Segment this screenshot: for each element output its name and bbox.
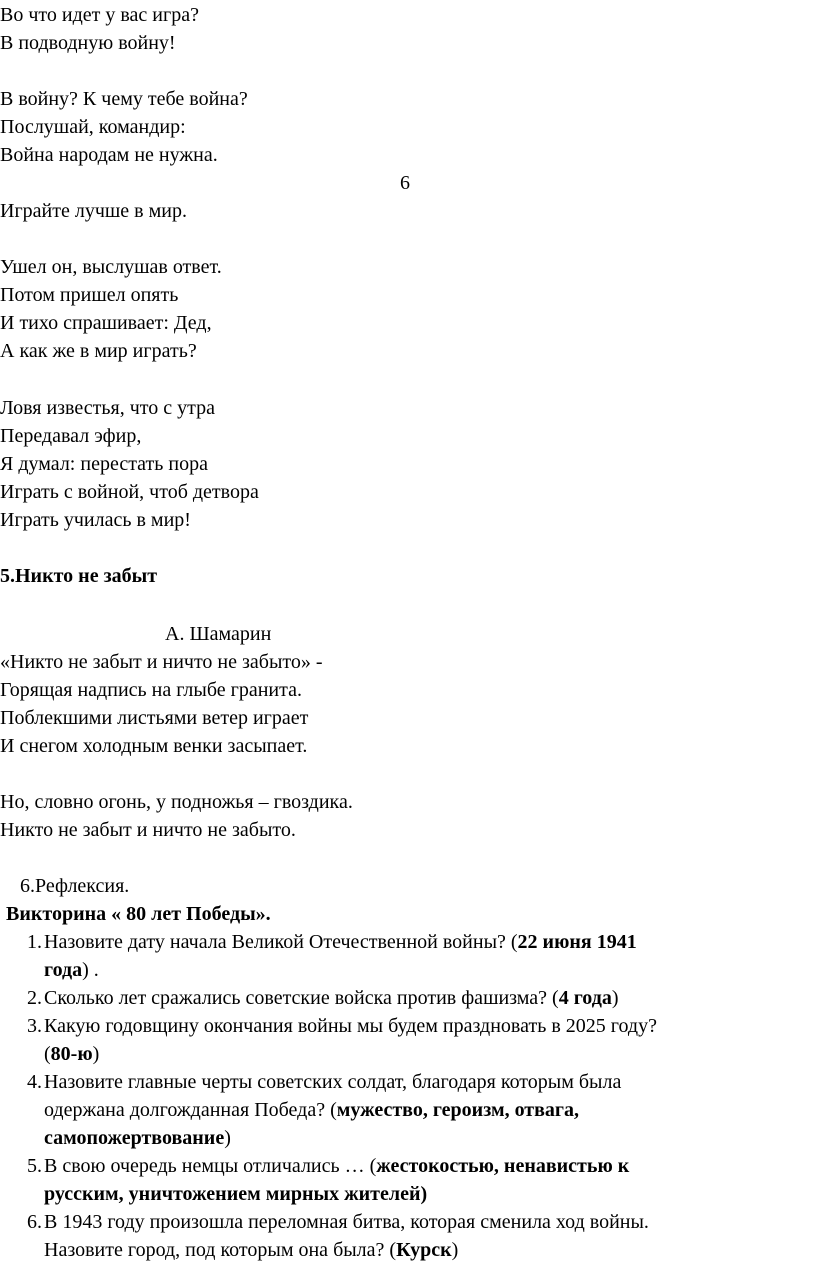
- poem-line: Горящая надпись на глыбе гранита.: [0, 679, 302, 701]
- quiz-title: Викторина « 80 лет Победы».: [6, 903, 271, 925]
- poem-line: В подводную войну!: [0, 32, 176, 54]
- quiz-answer: 22 июня 1941: [517, 931, 637, 953]
- poem-line: Во что идет у вас игра?: [0, 4, 199, 26]
- quiz-question: Какую годовщину окончания войны мы будем праздновать в 2025 году?: [44, 1015, 657, 1037]
- quiz-answer: года: [44, 959, 83, 981]
- list-number: 1.: [27, 931, 42, 953]
- poem-line: «Никто не забыт и ничто не забыто» -: [0, 651, 323, 673]
- quiz-question-cont: (80-ю): [44, 1043, 100, 1065]
- quiz-answer: 80-ю: [50, 1043, 93, 1065]
- poem-line: Играть с войной, чтоб детвора: [0, 481, 259, 503]
- quiz-answer: самопожертвование: [44, 1127, 225, 1149]
- section-heading: 5.Никто не забыт: [0, 565, 158, 587]
- poem-line: В войну? К чему тебе война?: [0, 88, 248, 110]
- quiz-question: Назовите главные черты советских солдат, благодаря которым была: [44, 1071, 622, 1093]
- quiz-question-cont: года) .: [44, 959, 99, 981]
- list-number: 3.: [27, 1015, 42, 1037]
- quiz-question: Сколько лет сражались советские войска против фашизма? (4 года): [44, 987, 619, 1009]
- poem-line: Я думал: перестать пора: [0, 453, 208, 475]
- poem-line: Но, словно огонь, у подножья – гвоздика.: [0, 791, 353, 813]
- section-heading: 6.Рефлексия.: [20, 875, 130, 897]
- poem-line: И снегом холодным венки засыпает.: [0, 735, 308, 757]
- poem-line: Ловя известья, что с утра: [0, 397, 215, 419]
- page-number: 6: [400, 172, 410, 194]
- quiz-answer: русским, уничтожением мирных жителей): [44, 1183, 428, 1205]
- list-number: 6.: [27, 1211, 42, 1233]
- poem-line: Послушай, командир:: [0, 116, 186, 138]
- poem-author: А. Шамарин: [165, 623, 272, 645]
- quiz-question-cont: Назовите город, под которым она была? (Курск): [44, 1239, 459, 1261]
- quiz-answer: Курск: [396, 1239, 452, 1261]
- quiz-question-cont: одержана долгожданная Победа? (мужество, героизм, отвага,: [44, 1099, 580, 1121]
- poem-line: Играть училась в мир!: [0, 509, 191, 531]
- poem-line: А как же в мир играть?: [0, 340, 197, 362]
- quiz-question-cont: самопожертвование): [44, 1127, 231, 1149]
- quiz-answer: мужество, героизм, отвага,: [336, 1099, 580, 1121]
- quiz-question: В 1943 году произошла переломная битва, которая сменила ход войны.: [44, 1211, 649, 1233]
- list-number: 5.: [27, 1155, 42, 1177]
- poem-line: Поблекшими листьями ветер играет: [0, 707, 309, 729]
- quiz-question: Назовите дату начала Великой Отечественной войны? (22 июня 1941: [44, 931, 637, 953]
- poem-line: Передавал эфир,: [0, 425, 142, 447]
- poem-line: Никто не забыт и ничто не забыто.: [0, 819, 296, 841]
- poem-line: Ушел он, выслушав ответ.: [0, 256, 222, 278]
- list-number: 2.: [27, 987, 42, 1009]
- quiz-question-cont: [44, 1182, 427, 1206]
- poem-line: И тихо спрашивает: Дед,: [0, 312, 212, 334]
- poem-line: Потом пришел опять: [0, 284, 179, 306]
- quiz-question: В свою очередь немцы отличались … (жестокостью, ненавистью к: [44, 1155, 630, 1177]
- quiz-answer: 4 года: [558, 987, 612, 1009]
- list-number: 4.: [27, 1071, 42, 1093]
- quiz-answer: жестокостью, ненавистью к: [376, 1155, 630, 1177]
- poem-line: Играйте лучше в мир.: [0, 200, 187, 222]
- poem-line: Война народам не нужна.: [0, 144, 218, 166]
